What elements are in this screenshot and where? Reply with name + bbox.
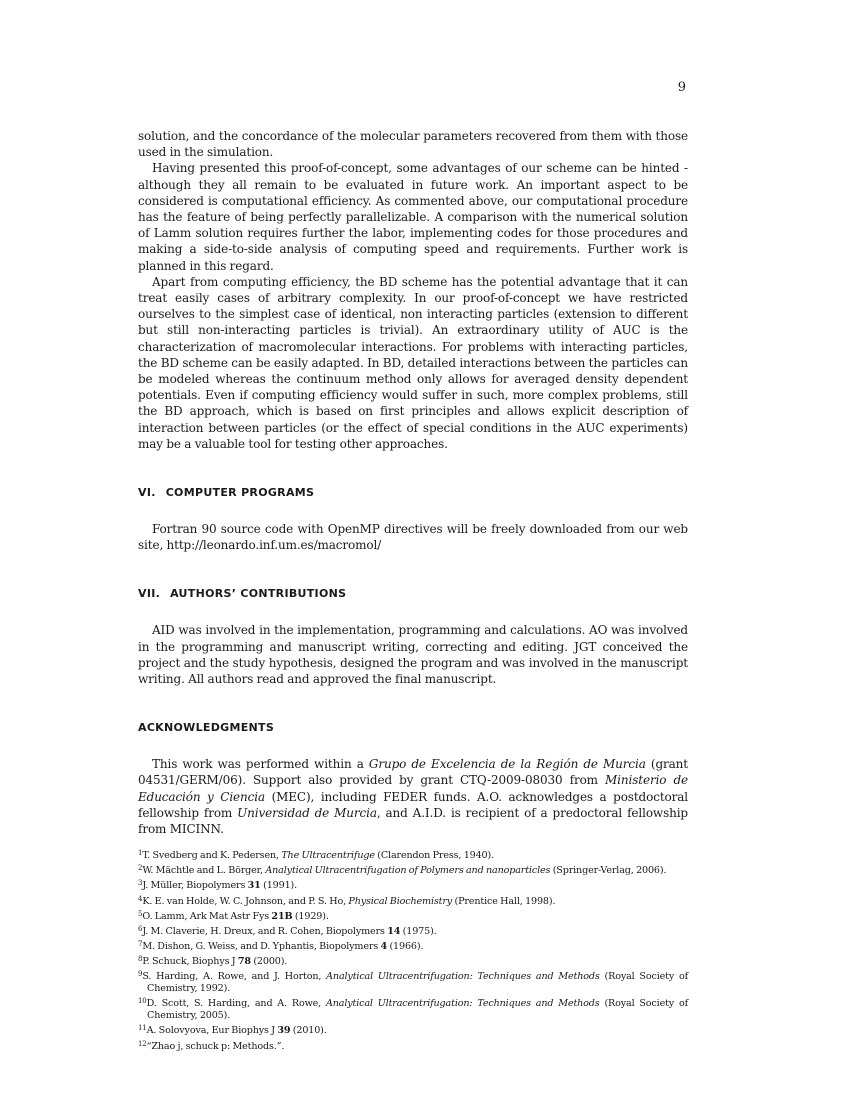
- reference-details: (2000).: [250, 955, 288, 967]
- section-title: COMPUTER PROGRAMS: [165, 486, 315, 500]
- section-heading-computer-programs: [138, 486, 688, 499]
- section-title: ACKNOWLEDGMENTS: [138, 721, 275, 735]
- ack-text: , and A.I.D. is recipient of a predoctoral fellowship from MICINN.: [138, 805, 688, 837]
- reference-volume: 78: [237, 955, 251, 967]
- reference-number: 11: [138, 1024, 147, 1033]
- reference-number: 5: [138, 909, 143, 918]
- reference-title: Analytical Ultracentrifugation of Polymers and nanoparticles: [265, 865, 551, 877]
- paragraph-computer-programs: Fortran 90 source code with OpenMP directives will be freely downloaded from our web site, http://leonardo.inf.um.es/macromol/: [138, 522, 688, 553]
- reference-number: 7: [138, 939, 143, 948]
- paragraph-computational-efficiency: Having presented this proof-of-concept, some advantages of our scheme can be hinted - although they all remain to be evaluated in future work. An important aspect to be considered is computational efficiency. As commented above, our computational procedure has the feature of being perfectly parallelizable. A comparison with the numerical solution of Lamm solution requires further the labor, implementing codes for those procedures and making a side-to-side analysis of computing speed and requirements. Further work is planned in this regard.: [138, 161, 688, 273]
- reference-item: [138, 862, 688, 877]
- reference-details: (1975).: [400, 925, 437, 937]
- reference-number: 3: [138, 879, 143, 888]
- reference-volume: 39: [277, 1025, 291, 1037]
- reference-number: 9: [138, 970, 143, 979]
- paragraph-acknowledgments: [138, 756, 688, 837]
- reference-number: 4: [138, 894, 143, 903]
- ack-emphasis: Grupo de Excelencia de la Región de Murcia: [368, 757, 646, 772]
- reference-item: [138, 1022, 688, 1037]
- reference-title: Analytical Ultracentrifugation: Techniques and Methods: [325, 998, 600, 1010]
- reference-authors: M. Dishon, G. Weiss, and D. Yphantis, Biopolymers: [142, 940, 381, 952]
- reference-details: (Royal Society of Chemistry, 1992).: [147, 971, 688, 995]
- reference-item: [138, 995, 688, 1022]
- reference-number: 6: [138, 924, 143, 933]
- reference-item: [138, 847, 688, 862]
- reference-details: (Royal Society of Chemistry, 2005).: [147, 998, 688, 1022]
- reference-details: (Prentice Hall, 1998).: [452, 895, 556, 907]
- page-number: 9: [677, 80, 686, 95]
- reference-authors: P. Schuck, Biophys J: [142, 955, 238, 967]
- reference-number: 8: [138, 954, 143, 963]
- reference-volume: 4: [380, 940, 388, 952]
- reference-number: 12: [138, 1039, 147, 1048]
- reference-volume: 21B: [271, 910, 293, 922]
- ack-emphasis: Universidad de Murcia: [237, 805, 377, 820]
- reference-list: [138, 847, 688, 1052]
- reference-details: (1991).: [260, 880, 298, 892]
- paragraph-authors-contributions: AID was involved in the implementation, programming and calculations. AO was involved in the programming and manuscript writing, correcting and editing. JGT conceived the project and the study hypothesis, designed the program and was involved in the manuscript writing. All authors read and approved the final manuscript.: [138, 623, 688, 687]
- ack-text: This work was performed within a: [152, 757, 369, 772]
- reference-item: [138, 938, 688, 953]
- reference-item: [138, 877, 688, 892]
- reference-authors: W. Mächtle and L. Börger,: [142, 865, 266, 877]
- reference-details: (1929).: [292, 910, 329, 922]
- reference-item: [138, 1038, 688, 1053]
- reference-item: [138, 893, 688, 908]
- reference-authors: “Zhao j, schuck p: Methods.”.: [146, 1040, 285, 1052]
- ack-text: (grant 04531/GERM/06). Support also provided by grant CTQ-2009-08030 from: [138, 757, 688, 788]
- reference-authors: T. Svedberg and K. Pedersen,: [142, 850, 282, 862]
- reference-number: 10: [138, 997, 147, 1006]
- reference-authors: K. E. van Holde, W. C. Johnson, and P. S. Ho,: [142, 895, 349, 907]
- reference-number: 1: [138, 849, 143, 858]
- reference-item: [138, 908, 688, 923]
- page-body: [138, 128, 688, 1053]
- section-heading-authors-contributions: [138, 587, 688, 600]
- reference-authors: A. Solovyova, Eur Biophys J: [146, 1025, 278, 1037]
- reference-title: Analytical Ultracentrifugation: Techniques and Methods: [326, 971, 600, 983]
- reference-authors: D. Scott, S. Harding, and A. Rowe,: [146, 998, 326, 1010]
- ack-emphasis: Ministerio de Educación y Ciencia: [138, 773, 688, 804]
- reference-details: (2010).: [290, 1025, 327, 1037]
- reference-item: [138, 923, 688, 938]
- paragraph-bd-advantages: Apart from computing efficiency, the BD scheme has the potential advantage that it can treat easily cases of arbitrary complexity. In our proof-of-concept we have restricted ourselves to the simplest case of identical, non interacting particles (extension to different but still non-interacting particles is trivial). An extraordinary utility of AUC is the characterization of macromolecular interactions. For problems with interacting particles, the BD scheme can be easily adapted. In BD, detailed interactions between the particles can be modeled whereas the continuum method only allows for averaged density dependent potentials. Even if computing efficiency would suffer in such, more complex problems, still the BD approach, which is based on first principles and allows explicit description of interaction between particles (or the effect of special conditions in the AUC experiments) may be a valuable tool for testing other approaches.: [138, 274, 688, 451]
- reference-authors: J. M. Claverie, H. Dreux, and R. Cohen, Biopolymers: [142, 925, 388, 937]
- reference-volume: 31: [247, 880, 261, 892]
- reference-item: [138, 968, 688, 995]
- reference-title: Physical Biochemistry: [348, 895, 453, 907]
- reference-number: 2: [138, 864, 143, 873]
- paragraph-continued: solution, and the concordance of the molecular parameters recovered from them with those used in the simulation.: [138, 129, 688, 160]
- section-number: VII.: [138, 587, 161, 601]
- section-heading-acknowledgments: [138, 721, 688, 734]
- reference-details: (1966).: [387, 940, 424, 952]
- reference-authors: O. Lamm, Ark Mat Astr Fys: [142, 910, 272, 922]
- section-number: VI.: [138, 486, 156, 500]
- reference-item: [138, 953, 688, 968]
- ack-text: (MEC), including FEDER funds. A.O. acknowledges a postdoctoral fellowship from: [138, 789, 688, 820]
- reference-authors: S. Harding, A. Rowe, and J. Horton,: [142, 971, 327, 983]
- reference-authors: J. Müller, Biopolymers: [142, 880, 248, 892]
- reference-details: (Clarendon Press, 1940).: [374, 850, 495, 862]
- reference-title: The Ultracentrifuge: [281, 850, 375, 862]
- reference-details: (Springer-Verlag, 2006).: [550, 865, 667, 877]
- section-title: AUTHORS’ CONTRIBUTIONS: [170, 587, 347, 601]
- reference-volume: 14: [387, 925, 401, 937]
